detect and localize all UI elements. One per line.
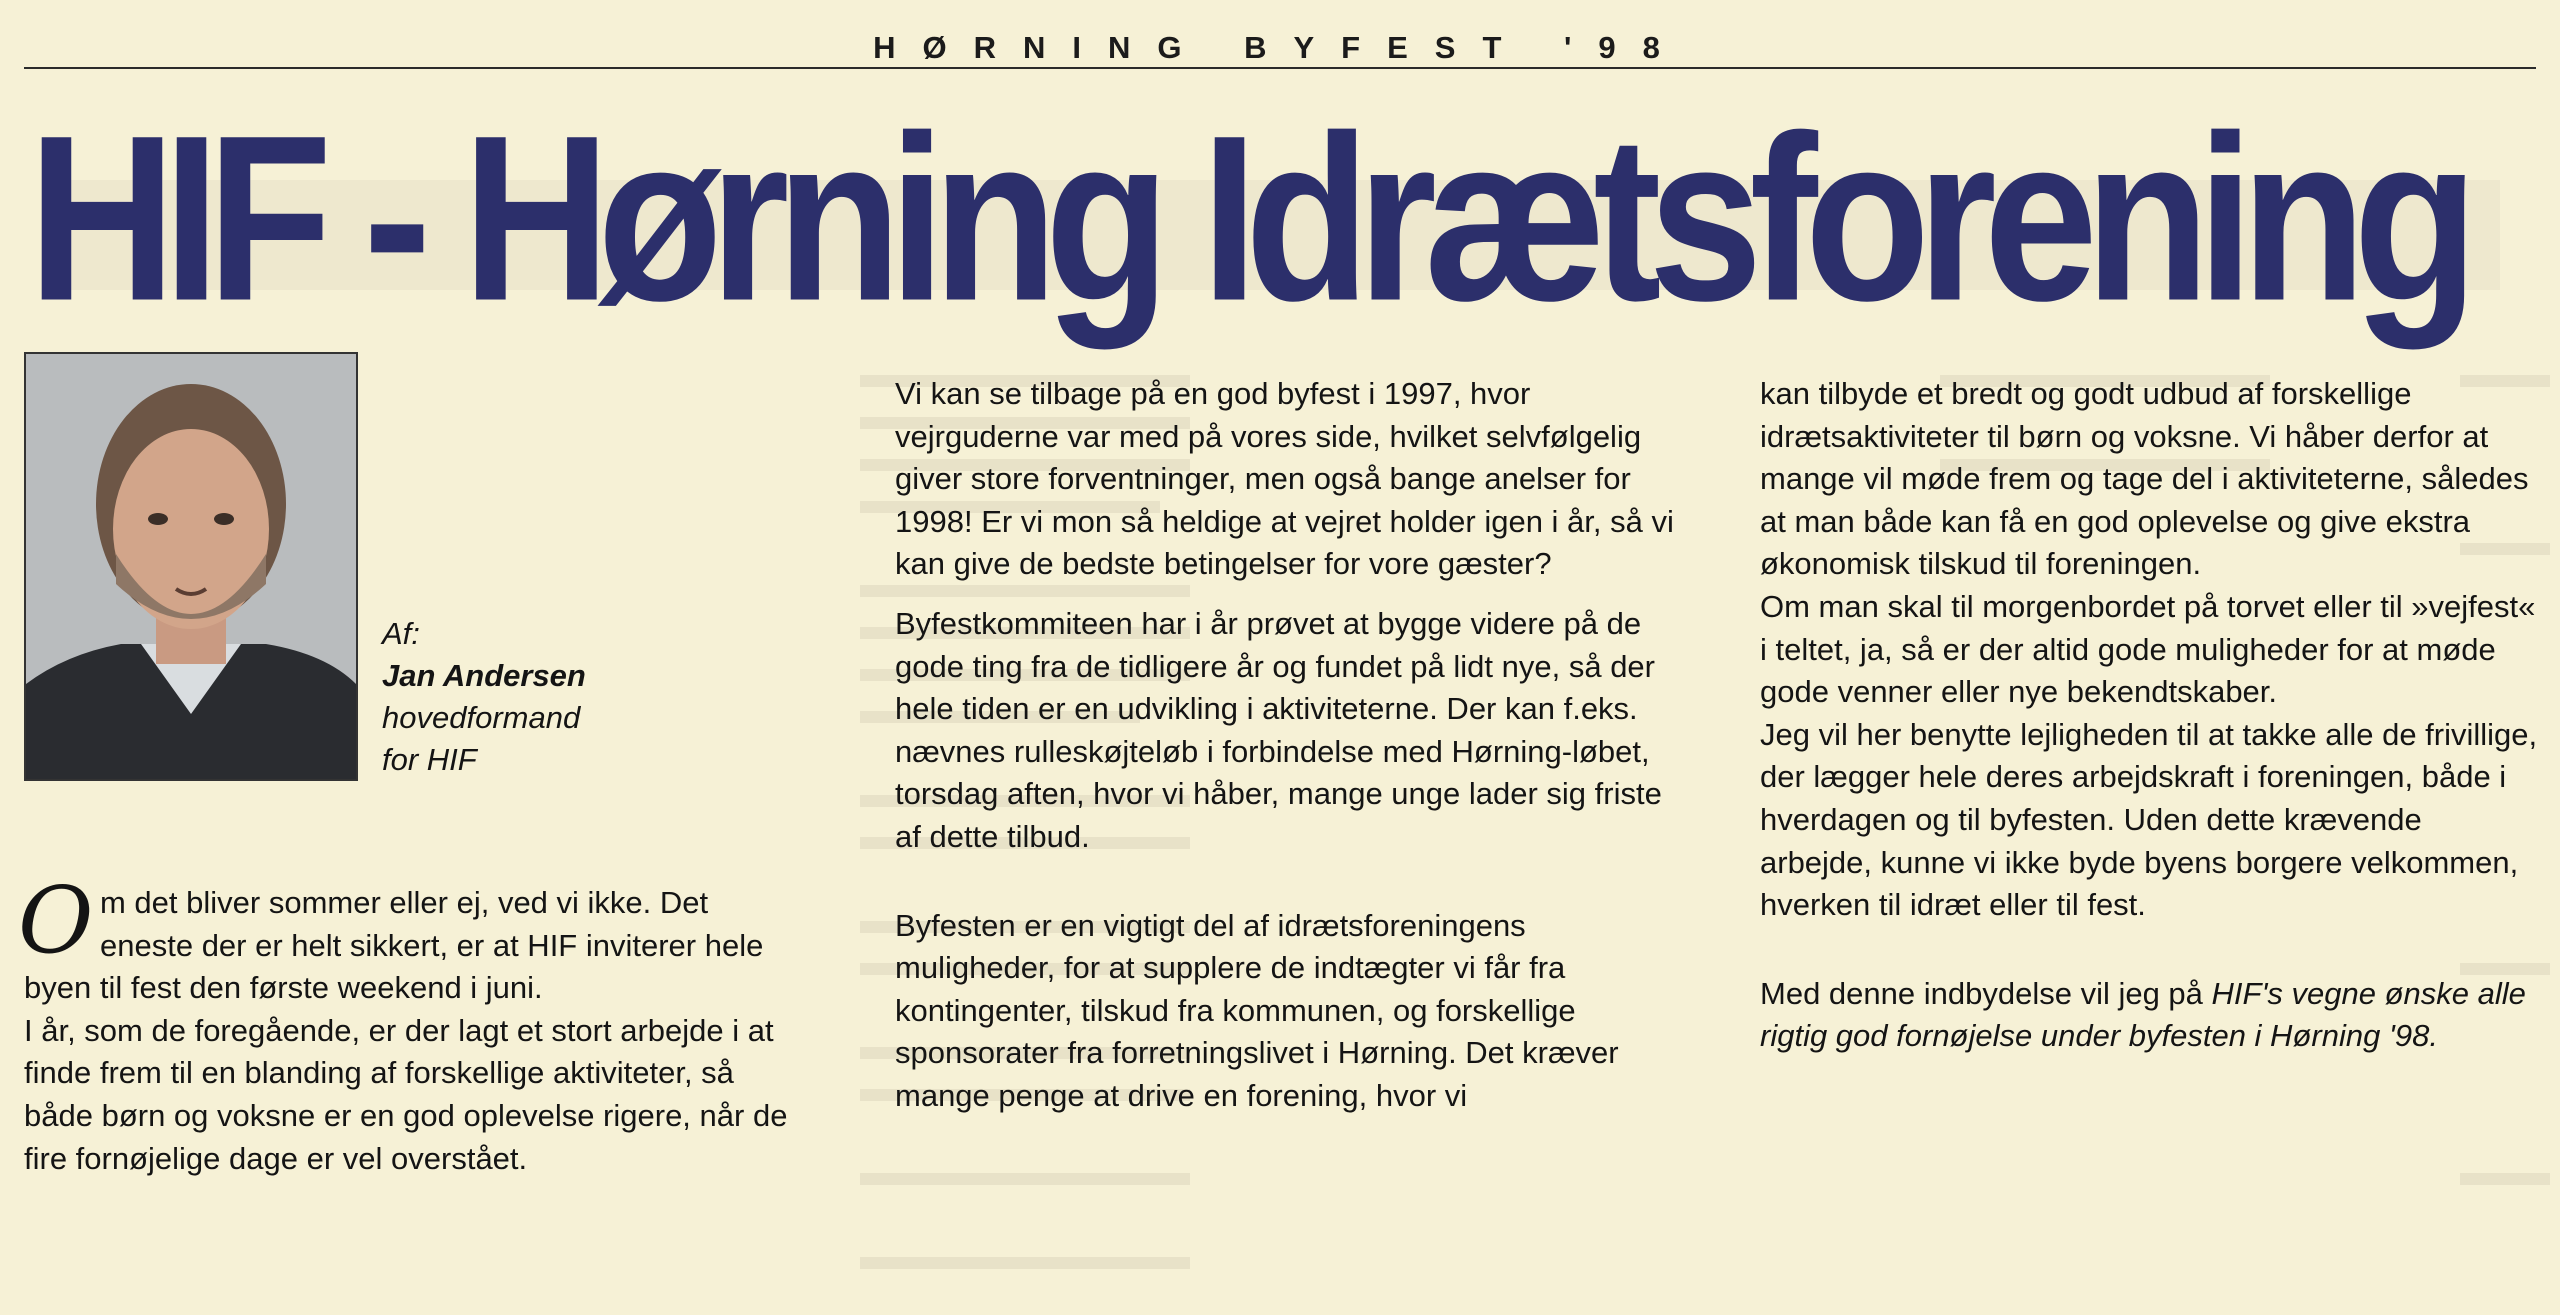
author-role: hovedformand [382, 700, 581, 735]
paragraph: Jeg vil her benytte lejligheden til at takke alle de frivillige, der lægger hele deres arbejdskraft i foreningen, både i hverdagen og til byfesten. Uden dette krævende arbejde, kunne vi ikke byde byens borgere velkommen, hverken til idræt eller til fest. [1760, 716, 2538, 923]
section-kicker: HØRNING BYFEST '98 [873, 30, 1687, 65]
paragraph: kan tilbyde et bredt og godt udbud af forskellige idrætsaktiviteter til børn og voksne. Vi håber derfor at mange vil møde frem og tage del i aktiviteterne, således at man både kan få en god oplevelse og give ekstra økonomisk tilskud til foreningen. [1760, 376, 2529, 582]
paragraph: Byfesten er en vigtigt del af idrætsforeningens muligheder, for at supplere de indtægter vi får fra kontingenter, tilskud fra kommunen, og forskellige sponsorater fra forretningslivet i Hørning. Det kræver mange penge at drive en forening, hvor vi [895, 907, 1619, 1113]
column-2 [895, 373, 1677, 1118]
byline-prefix: Af: [382, 616, 420, 651]
paragraph: I år, som de foregående, er der lagt et stort arbejde i at finde frem til en blanding af forskellige aktiviteter, så både børn og voksne er en god oplevelse rigere, når de fire fornøjelige dage er vel overstået. [24, 1012, 788, 1176]
closing-paragraph [1760, 973, 2542, 1058]
paragraph: Om man skal til morgenbordet på torvet eller til »vejfest« i teltet, ja, så er der altid gode muligheder for at møde gode venner eller nye bekendtskaber. [1760, 588, 2536, 710]
author-photo [24, 352, 358, 781]
drop-cap: O [18, 867, 94, 974]
paragraph: Vi kan se tilbage på en god byfest i 1997, hvor vejrguderne var med på vores side, hvilket selvfølgelig giver store forventninger, men også bange anelser for 1998! Er vi mon så heldige at vejret holder igen i år, så vi kan give de bedste betingelser for vore gæster? [895, 376, 1674, 582]
closing-italic: HIF's vegne ønske alle rigtig god fornøjelse under byfesten i Hørning '98. [1760, 975, 2526, 1054]
paragraph [18, 867, 804, 1010]
author-name: Jan Andersen [382, 658, 586, 693]
column-1 [18, 867, 804, 1180]
column-3 [1760, 373, 2542, 1058]
author-organization: for HIF [382, 742, 477, 777]
paragraph-text: m det bliver sommer eller ej, ved vi ikke. Det eneste der er helt sikkert, er at HIF inviterer hele byen til fest den første weekend i juni. [24, 885, 764, 1006]
paragraph: Byfestkommiteen har i år prøvet at bygge videre på de gode ting fra de tidligere år og fundet på lidt nye, så der hele tiden er en udvikling i aktiviteterne. Der kan f.eks. nævnes rulleskøjteløb i forbindelse med Hørning-løbet, torsdag aften, hvor vi håber, mange unge lader sig friste af dette tilbud. [895, 605, 1662, 854]
headline: HIF - Hørning Idrætsforening [28, 86, 2466, 351]
portrait-illustration [26, 354, 356, 779]
closing-text: Med denne indbydelse vil jeg på [1760, 975, 2212, 1011]
byline [382, 613, 586, 781]
